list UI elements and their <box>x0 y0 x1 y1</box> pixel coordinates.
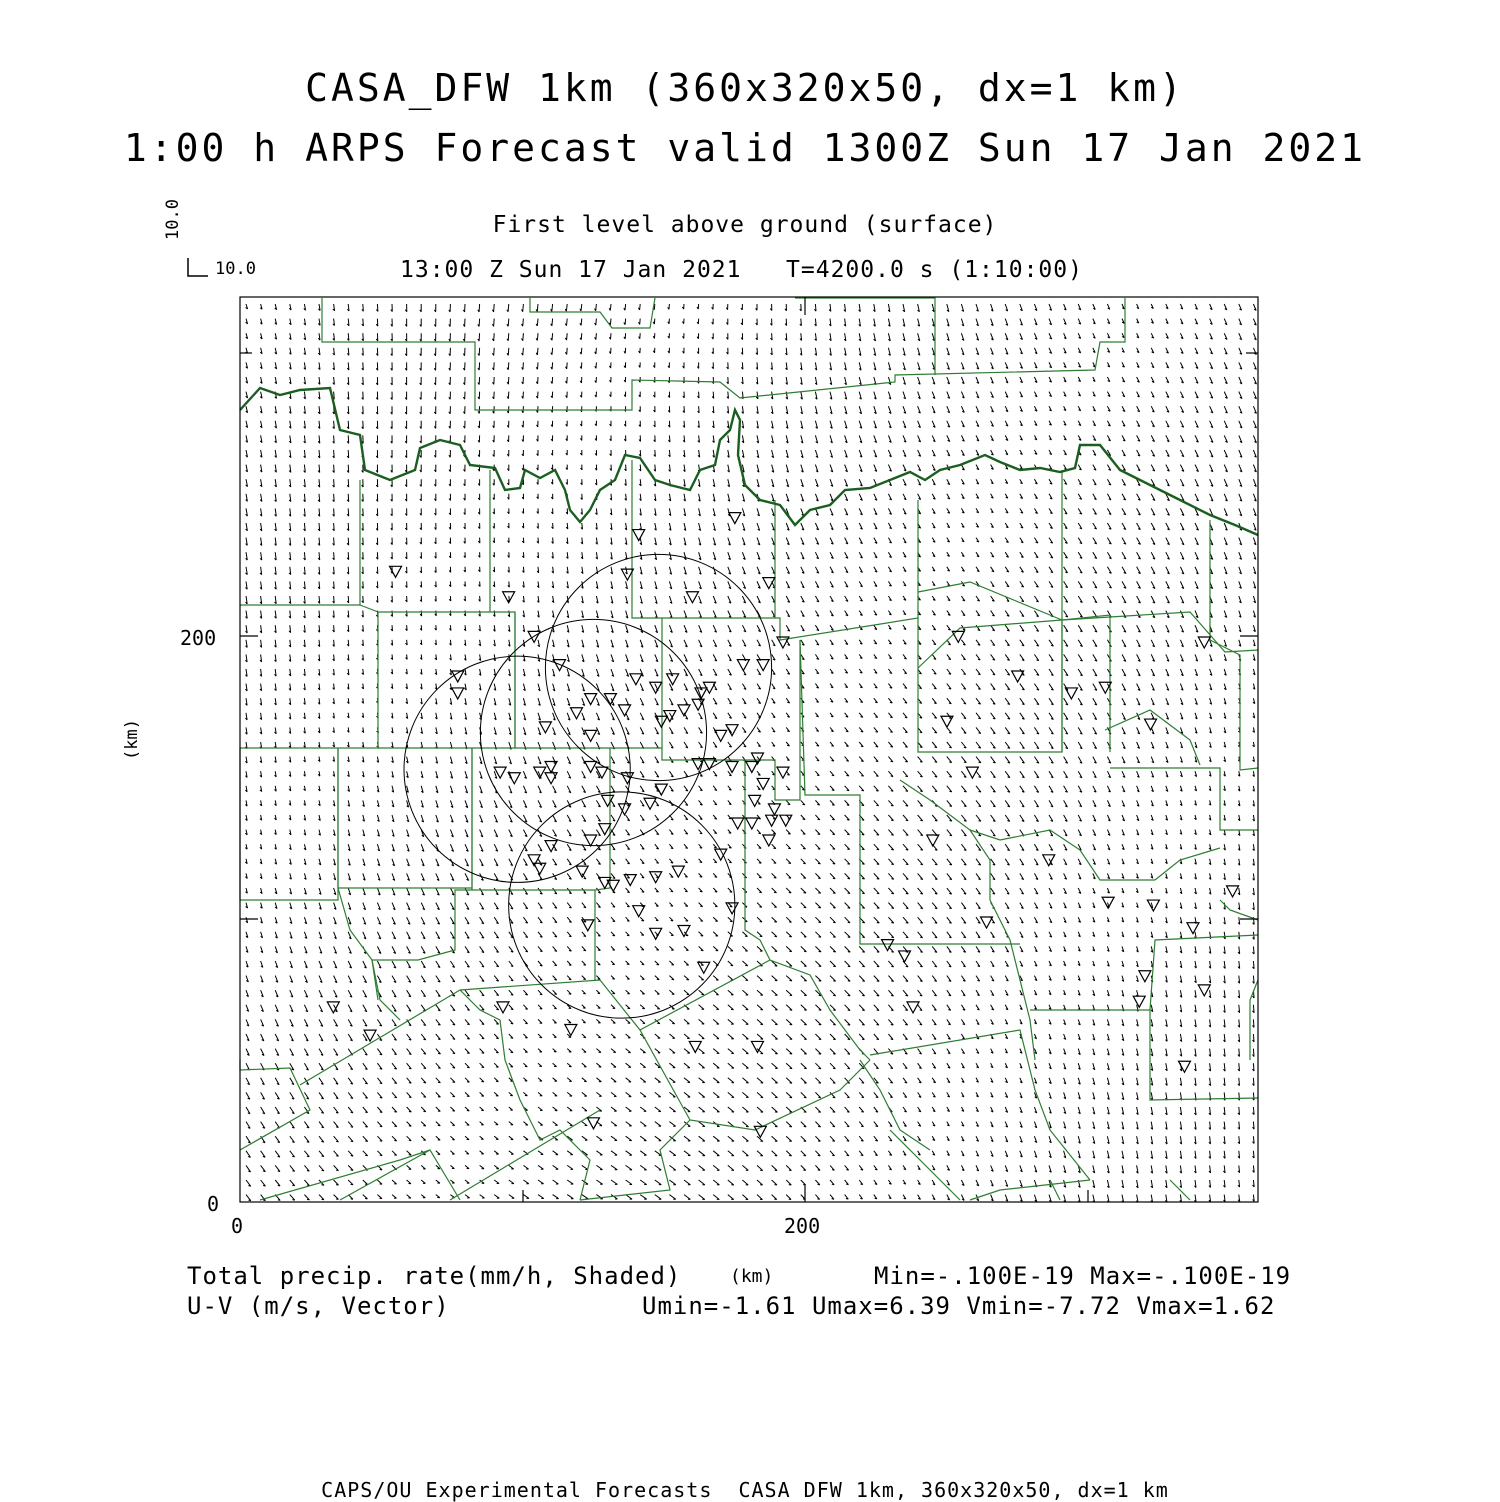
station-marker-icon <box>746 761 758 772</box>
reference-vector-x-label: 10.0 <box>215 259 256 279</box>
x-axis-label: (km) <box>730 1266 774 1287</box>
station-marker-icon <box>757 660 769 671</box>
station-marker-icon <box>1043 855 1055 866</box>
station-marker-icon <box>624 875 636 886</box>
station-marker-icon <box>1187 923 1199 934</box>
station-marker-icon <box>882 940 894 951</box>
plot-frame <box>240 297 1258 1202</box>
station-marker-icon <box>576 866 588 877</box>
station-marker-icon <box>633 906 645 917</box>
field2-minmax: Umin=-1.61 Umax=6.39 Vmin=-7.72 Vmax=1.62 <box>642 1292 1276 1320</box>
station-marker-icon <box>981 917 993 928</box>
station-marker-icon <box>619 705 631 716</box>
station-marker-icon <box>749 795 761 806</box>
station-marker-icon <box>534 767 546 778</box>
y-axis-label: (km) <box>122 719 142 760</box>
y-tick-label-0: 0 <box>207 1192 220 1216</box>
field1-minmax: Min=-.100E-19 Max=-.100E-19 <box>874 1262 1292 1290</box>
station-marker-icon <box>644 798 656 809</box>
x-tick-label-0: 0 <box>231 1214 244 1238</box>
station-marker-icon <box>689 1041 701 1052</box>
station-marker-icon <box>763 835 775 846</box>
station-marker-icon <box>497 1002 509 1013</box>
reference-vector-icon <box>188 258 208 276</box>
station-marker-icon <box>726 725 738 736</box>
station-marker-icon <box>780 815 792 826</box>
station-marker-icon <box>1227 886 1239 897</box>
station-marker-icon <box>899 951 911 962</box>
radar-range-rings <box>404 554 772 1018</box>
station-marker-icon <box>587 1118 599 1129</box>
station-marker-icon <box>585 761 597 772</box>
wind-vector-field <box>245 304 1256 1202</box>
wind-vectors <box>245 304 1256 1202</box>
station-marker-icon <box>686 592 698 603</box>
station-marker-icon <box>732 818 744 829</box>
station-marker-icon <box>678 926 690 937</box>
station-marker-icon <box>729 513 741 524</box>
station-marker-icon <box>585 835 597 846</box>
station-marker-icon <box>766 815 778 826</box>
station-marker-icon <box>737 660 749 671</box>
station-marker-icon <box>1147 900 1159 911</box>
state-border-line <box>240 388 1258 535</box>
footer-credit: CAPS/OU Experimental Forecasts CASA DFW 1km, 360x320x50, dx=1 km <box>321 1478 1169 1502</box>
station-marker-icon <box>534 863 546 874</box>
station-marker-icon <box>1145 719 1157 730</box>
station-marker-icon <box>630 674 642 685</box>
reference-vector-y-label: 10.0 <box>163 199 183 240</box>
station-marker-icon <box>751 1041 763 1052</box>
x-tick-label-200: 200 <box>784 1214 821 1238</box>
station-marker-icon <box>907 1002 919 1013</box>
station-marker-icon <box>607 880 619 891</box>
field1-label: Total precip. rate(mm/h, Shaded) <box>187 1262 682 1290</box>
title-line2: 1:00 h ARPS Forecast valid 1300Z Sun 17 Jan 2021 <box>123 126 1367 170</box>
station-marker-icon <box>672 866 684 877</box>
station-marker-icon <box>1139 971 1151 982</box>
station-marker-icon <box>768 804 780 815</box>
station-markers <box>327 513 1238 1138</box>
station-marker-icon <box>539 722 551 733</box>
station-marker-icon <box>1198 985 1210 996</box>
field2-label: U-V (m/s, Vector) <box>187 1292 450 1320</box>
axis-ticks <box>240 297 1258 1202</box>
station-marker-icon <box>585 730 597 741</box>
station-marker-icon <box>698 962 710 973</box>
station-marker-icon <box>599 824 611 835</box>
station-marker-icon <box>650 872 662 883</box>
station-marker-icon <box>452 688 464 699</box>
station-marker-icon <box>554 660 566 671</box>
subtitle-time: 13:00 Z Sun 17 Jan 2021 T=4200.0 s (1:10:00) <box>400 257 1083 283</box>
station-marker-icon <box>565 1024 577 1035</box>
station-marker-icon <box>1198 637 1210 648</box>
station-marker-icon <box>1178 1061 1190 1072</box>
station-marker-icon <box>650 682 662 693</box>
station-marker-icon <box>726 903 738 914</box>
station-marker-icon <box>678 705 690 716</box>
radar-ring-1 <box>545 554 771 780</box>
station-marker-icon <box>1133 996 1145 1007</box>
station-marker-icon <box>633 530 645 541</box>
subtitle-level: First level above ground (surface) <box>492 212 998 238</box>
station-marker-icon <box>726 761 738 772</box>
station-marker-icon <box>746 818 758 829</box>
station-marker-icon <box>650 928 662 939</box>
y-tick-label-200: 200 <box>180 626 217 650</box>
station-marker-icon <box>571 708 583 719</box>
station-marker-icon <box>585 694 597 705</box>
title-line1: CASA_DFW 1km (360x320x50, dx=1 km) <box>305 66 1185 110</box>
